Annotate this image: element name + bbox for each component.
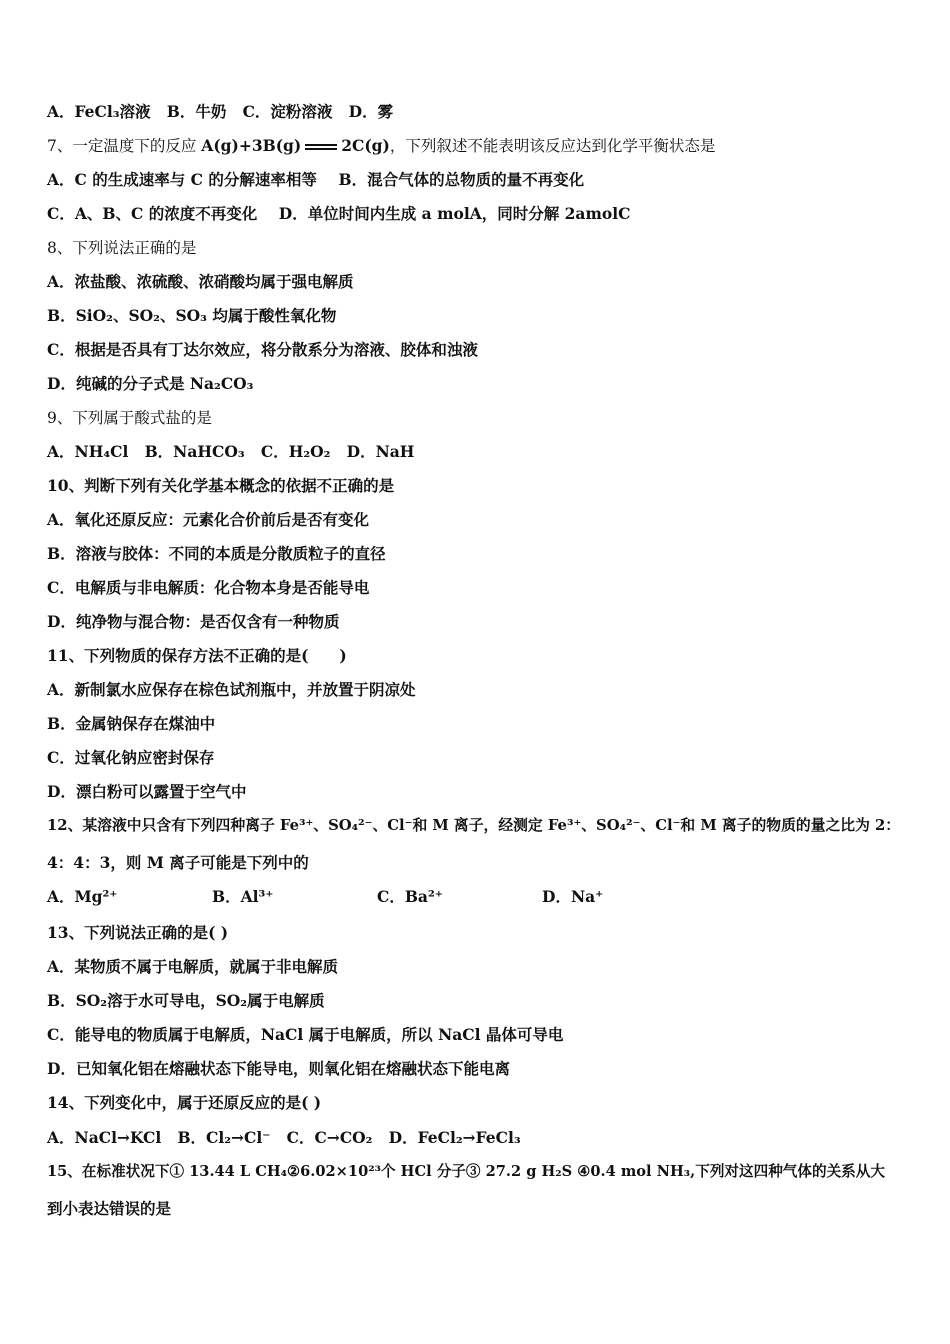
- q12-stem-line1: 12、某溶液中只含有下列四种离子 Fe³⁺、SO₄²⁻、Cl⁻和 M 离子，经测定 Fe³⁺、SO₄²⁻、Cl⁻和 M 离子的物质的量之比为 2：: [47, 817, 901, 834]
- q13-option-b[interactable]: B．SO₂溶于水可导电，SO₂属于电解质: [47, 991, 325, 1010]
- q12-stem-line2: 4：4：3，则 M 离子可能是下列中的: [47, 853, 309, 872]
- q7-option-d[interactable]: D．单位时间内生成 a molA，同时分解 2amolC: [278, 204, 631, 223]
- q9-option-a[interactable]: A．NH₄Cl: [47, 442, 129, 461]
- q12-options: [47, 887, 910, 907]
- q12-option-a[interactable]: A．Mg²⁺: [47, 887, 118, 906]
- q8-option-c[interactable]: C．根据是否具有丁达尔效应，将分散系分为溶液、胶体和浊液: [47, 340, 478, 359]
- q7-option-b[interactable]: B．混合气体的总物质的量不再变化: [338, 170, 585, 189]
- q13-option-a[interactable]: A．某物质不属于电解质，就属于非电解质: [47, 957, 339, 976]
- q7-stem-pre: 7、一定温度下的反应: [47, 137, 202, 155]
- q7-options-cd: [47, 204, 910, 224]
- q9-option-d[interactable]: D．NaH: [346, 442, 415, 461]
- q7-stem-post: ，下列叙述不能表明该反应达到化学平衡状态是: [389, 137, 716, 155]
- q11-option-a[interactable]: A．新制氯水应保存在棕色试剂瓶中，并放置于阴凉处: [47, 680, 416, 699]
- q13-option-d[interactable]: D．已知氧化铝在熔融状态下能导电，则氧化铝在熔融状态下能电离: [47, 1059, 510, 1078]
- q6-option-a[interactable]: A．FeCl₃溶液: [47, 102, 151, 121]
- q8-option-b[interactable]: B．SiO₂、SO₂、SO₃ 均属于酸性氧化物: [47, 306, 337, 325]
- q8-option-d[interactable]: D．纯碱的分子式是 Na₂CO₃: [47, 374, 254, 393]
- q12-option-c[interactable]: C．Ba²⁺: [377, 887, 443, 906]
- q9-option-b[interactable]: B．NaHCO₃: [144, 442, 245, 461]
- q11-option-c[interactable]: C．过氧化钠应密封保存: [47, 748, 215, 767]
- q6-option-d[interactable]: D．雾: [348, 102, 394, 121]
- q7-stem: [47, 136, 910, 156]
- q7-reaction-right: 2C(g): [341, 136, 390, 155]
- q14-stem: 14、下列变化中，属于还原反应的是( ): [47, 1093, 322, 1112]
- q10-option-b[interactable]: B．溶液与胶体：不同的本质是分散质粒子的直径: [47, 544, 386, 563]
- q6-option-c[interactable]: C．淀粉溶液: [242, 102, 333, 121]
- q9-options: [47, 442, 910, 462]
- q10-option-d[interactable]: D．纯净物与混合物：是否仅含有一种物质: [47, 612, 340, 631]
- q6-options: [47, 102, 910, 122]
- q14-option-b[interactable]: B．Cl₂→Cl⁻: [177, 1128, 271, 1147]
- q14-option-d[interactable]: D．FeCl₂→FeCl₃: [388, 1128, 521, 1147]
- q10-option-a[interactable]: A．氧化还原反应：元素化合价前后是否有变化: [47, 510, 370, 529]
- q8-option-a[interactable]: A．浓盐酸、浓硫酸、浓硝酸均属于强电解质: [47, 272, 354, 291]
- q11-option-d[interactable]: D．漂白粉可以露置于空气中: [47, 782, 247, 801]
- q15-stem-line1: 15、在标准状况下① 13.44 L CH₄②6.02×10²³个 HCl 分子③ 27.2 g H₂S ④0.4 mol NH₃,下列对这四种气体的关系从大: [47, 1163, 885, 1180]
- q10-option-c[interactable]: C．电解质与非电解质：化合物本身是否能导电: [47, 578, 370, 597]
- q11-option-b[interactable]: B．金属钠保存在煤油中: [47, 714, 216, 733]
- q13-stem: 13、下列说法正确的是( ): [47, 923, 229, 942]
- q6-option-b[interactable]: B．牛奶: [166, 102, 227, 121]
- q11-stem: 11、下列物质的保存方法不正确的是( ): [47, 646, 347, 665]
- q14-option-a[interactable]: A．NaCl→KCl: [47, 1128, 162, 1147]
- q9-stem: 9、下列属于酸式盐的是: [47, 409, 212, 427]
- q7-reaction-left: A(g)+3B(g): [201, 136, 302, 155]
- q12-option-b[interactable]: B．Al³⁺: [212, 887, 274, 906]
- q15-stem-line2: 到小表达错误的是: [47, 1199, 172, 1218]
- q7-option-a[interactable]: A．C 的生成速率与 C 的分解速率相等: [47, 170, 317, 189]
- q8-stem: 8、下列说法正确的是: [47, 239, 197, 257]
- q12-option-d[interactable]: D．Na⁺: [542, 887, 604, 906]
- q7-options-ab: [47, 170, 910, 190]
- reversible-arrow-icon: [303, 142, 339, 152]
- q7-option-c[interactable]: C．A、B、C 的浓度不再变化: [47, 204, 258, 223]
- q13-option-c[interactable]: C．能导电的物质属于电解质，NaCl 属于电解质，所以 NaCl 晶体可导电: [47, 1025, 564, 1044]
- q14-option-c[interactable]: C．C→CO₂: [286, 1128, 373, 1147]
- q14-options: [47, 1128, 910, 1148]
- q10-stem: 10、判断下列有关化学基本概念的依据不正确的是: [47, 476, 395, 495]
- q9-option-c[interactable]: C．H₂O₂: [260, 442, 331, 461]
